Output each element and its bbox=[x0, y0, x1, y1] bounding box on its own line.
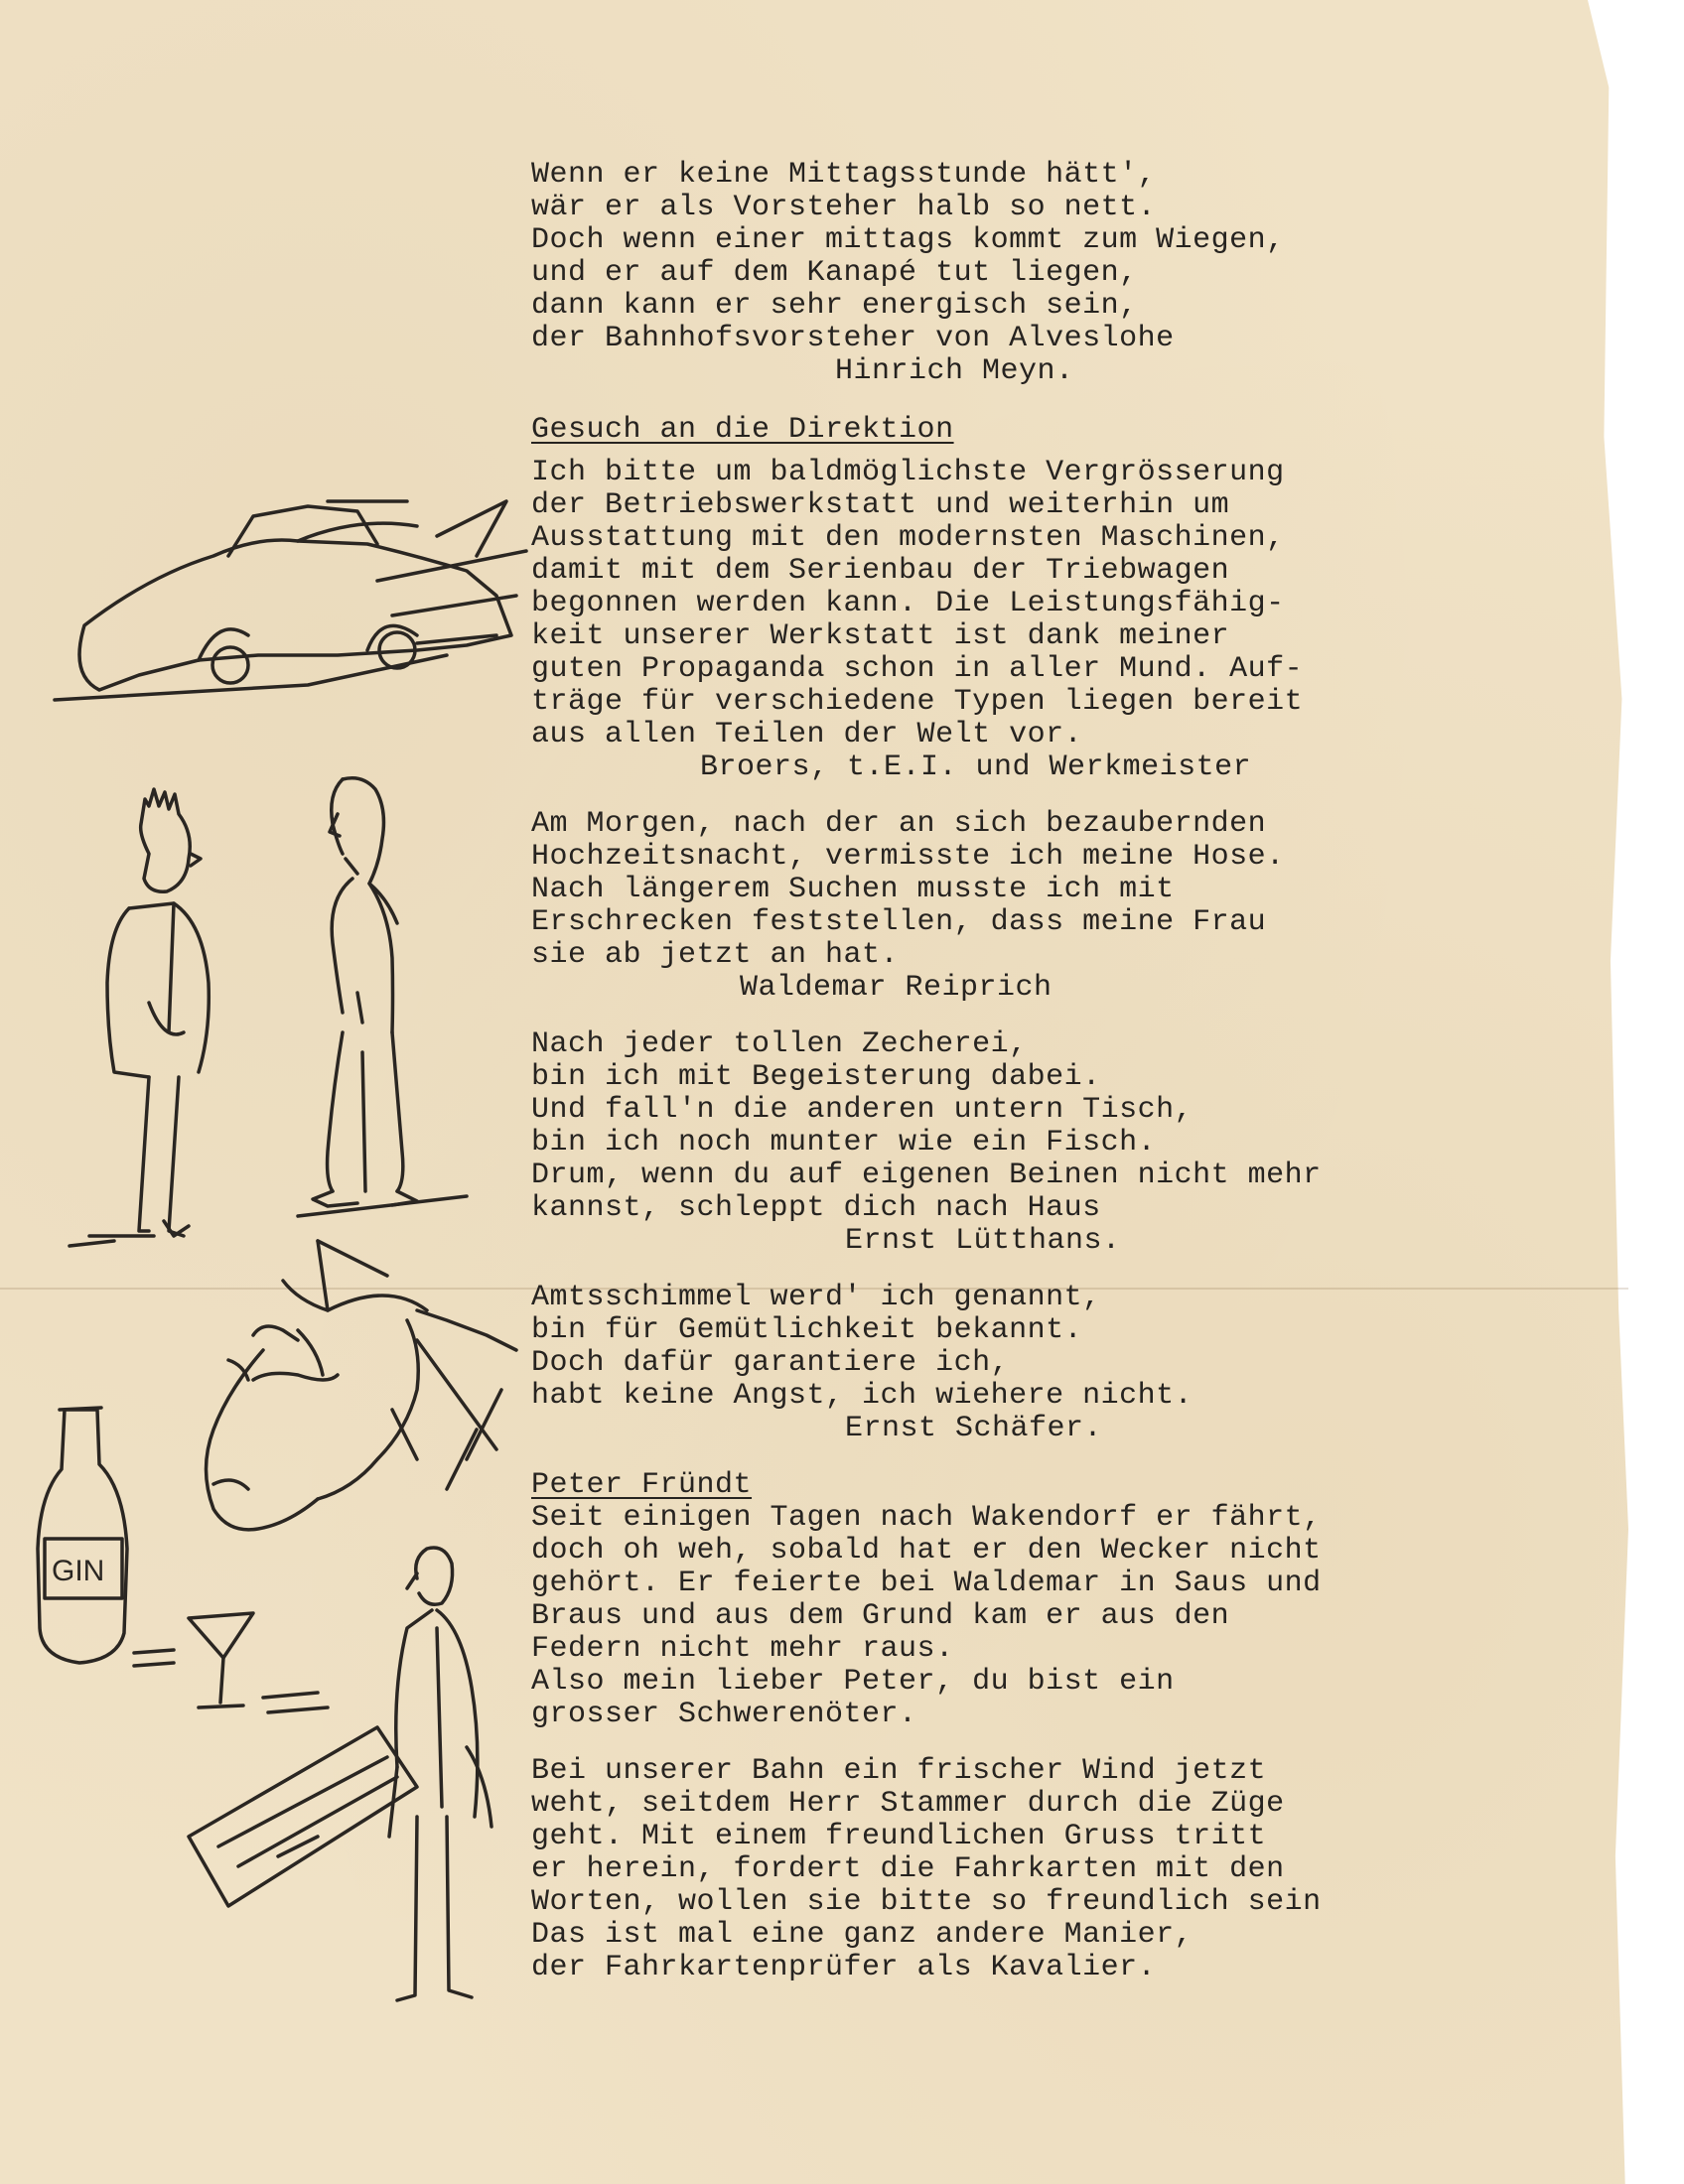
paragraph-line: grosser Schwerenöter. bbox=[531, 1698, 917, 1731]
paragraph-line: sie ab jetzt an hat. bbox=[531, 938, 900, 972]
paragraph-line: geht. Mit einem freundlichen Gruss tritt bbox=[531, 1820, 1267, 1853]
poem-line: wär er als Vorsteher halb so nett. bbox=[531, 191, 1157, 224]
paragraph-line: aus allen Teilen der Welt vor. bbox=[531, 718, 1083, 751]
paragraph-line: er herein, fordert die Fahrkarten mit den bbox=[531, 1852, 1285, 1886]
signature: Broers, t.E.I. und Werkmeister bbox=[700, 751, 1252, 784]
bottle-label: GIN bbox=[52, 1555, 105, 1587]
paragraph-line: träge für verschiedene Typen liegen bereit bbox=[531, 685, 1304, 719]
paragraph-line: guten Propaganda schon in aller Mund. Auf- bbox=[531, 652, 1304, 686]
paragraph-line: weht, seitdem Herr Stammer durch die Züge bbox=[531, 1787, 1285, 1821]
signature: Ernst Schäfer. bbox=[845, 1412, 1103, 1445]
paragraph-line: der Fahrkartenprüfer als Kavalier. bbox=[531, 1951, 1157, 1984]
signature: Waldemar Reiprich bbox=[740, 971, 1052, 1005]
section-fruendt bbox=[531, 1469, 1425, 1731]
poem-line: bin ich mit Begeisterung dabei. bbox=[531, 1060, 1101, 1094]
paragraph-line: Seit einigen Tagen nach Wakendorf er fährt, bbox=[531, 1501, 1322, 1535]
paragraph-line: Federn nicht mehr raus. bbox=[531, 1632, 954, 1666]
paragraph-line: Ich bitte um baldmöglichste Vergrösserung bbox=[531, 456, 1285, 489]
signature: Hinrich Meyn. bbox=[835, 354, 1074, 388]
poem-line: Drum, wenn du auf eigenen Beinen nicht mehr bbox=[531, 1159, 1322, 1192]
section-reiprich bbox=[531, 808, 1425, 1005]
section-heading: Peter Fründt bbox=[531, 1468, 753, 1502]
paragraph-line: Worten, wollen sie bitte so freundlich sein bbox=[531, 1885, 1322, 1919]
text-column bbox=[531, 159, 1425, 1984]
poem-line: Doch wenn einer mittags kommt zum Wiegen, bbox=[531, 223, 1285, 257]
section-gesuch bbox=[531, 414, 1425, 784]
signature: Ernst Lütthans. bbox=[845, 1224, 1121, 1258]
section-stammer bbox=[531, 1755, 1425, 1984]
poem-line: bin ich noch munter wie ein Fisch. bbox=[531, 1126, 1157, 1160]
poem-line: bin für Gemütlichkeit bekannt. bbox=[531, 1313, 1083, 1347]
poem-line: Wenn er keine Mittagsstunde hätt', bbox=[531, 158, 1157, 192]
paragraph-line: Hochzeitsnacht, vermisste ich meine Hose. bbox=[531, 840, 1285, 874]
poem-line: Amtsschimmel werd' ich genannt, bbox=[531, 1281, 1101, 1314]
paragraph-line: damit mit dem Serienbau der Triebwagen bbox=[531, 554, 1230, 588]
section-schaefer bbox=[531, 1282, 1425, 1445]
paragraph-line: begonnen werden kann. Die Leistungsfähig- bbox=[531, 587, 1285, 620]
paragraph-line: doch oh weh, sobald hat er den Wecker nicht bbox=[531, 1534, 1322, 1568]
paragraph-line: keit unserer Werkstatt ist dank meiner bbox=[531, 619, 1230, 653]
paragraph-line: gehört. Er feierte bei Waldemar in Saus und bbox=[531, 1567, 1322, 1600]
poem-line: kannst, schleppt dich nach Haus bbox=[531, 1191, 1101, 1225]
paragraph-line: Bei unserer Bahn ein frischer Wind jetzt bbox=[531, 1754, 1267, 1788]
paragraph-line: Braus und aus dem Grund kam er aus den bbox=[531, 1599, 1230, 1633]
paragraph-line: Am Morgen, nach der an sich bezaubernden bbox=[531, 807, 1267, 841]
poem-line: dann kann er sehr energisch sein, bbox=[531, 289, 1138, 323]
paragraph-line: Erschrecken feststellen, dass meine Frau bbox=[531, 905, 1267, 939]
section-heading: Gesuch an die Direktion bbox=[531, 413, 954, 447]
poem-line: Nach jeder tollen Zecherei, bbox=[531, 1027, 1028, 1061]
poem-line: habt keine Angst, ich wiehere nicht. bbox=[531, 1379, 1193, 1413]
poem-line: und er auf dem Kanapé tut liegen, bbox=[531, 256, 1138, 290]
paragraph-line: Das ist mal eine ganz andere Manier, bbox=[531, 1918, 1193, 1952]
poem-line: Und fall'n die anderen untern Tisch, bbox=[531, 1093, 1193, 1127]
poem-meyn bbox=[531, 159, 1425, 388]
poem-line: der Bahnhofsvorsteher von Alveslohe bbox=[531, 322, 1175, 355]
paragraph-line: Nach längerem Suchen musste ich mit bbox=[531, 873, 1175, 906]
paragraph-line: der Betriebswerkstatt und weiterhin um bbox=[531, 488, 1230, 522]
paragraph-line: Ausstattung mit den modernsten Maschinen, bbox=[531, 521, 1285, 555]
paragraph-line: Also mein lieber Peter, du bist ein bbox=[531, 1665, 1175, 1699]
section-luetthans bbox=[531, 1028, 1425, 1258]
poem-line: Doch dafür garantiere ich, bbox=[531, 1346, 1010, 1380]
